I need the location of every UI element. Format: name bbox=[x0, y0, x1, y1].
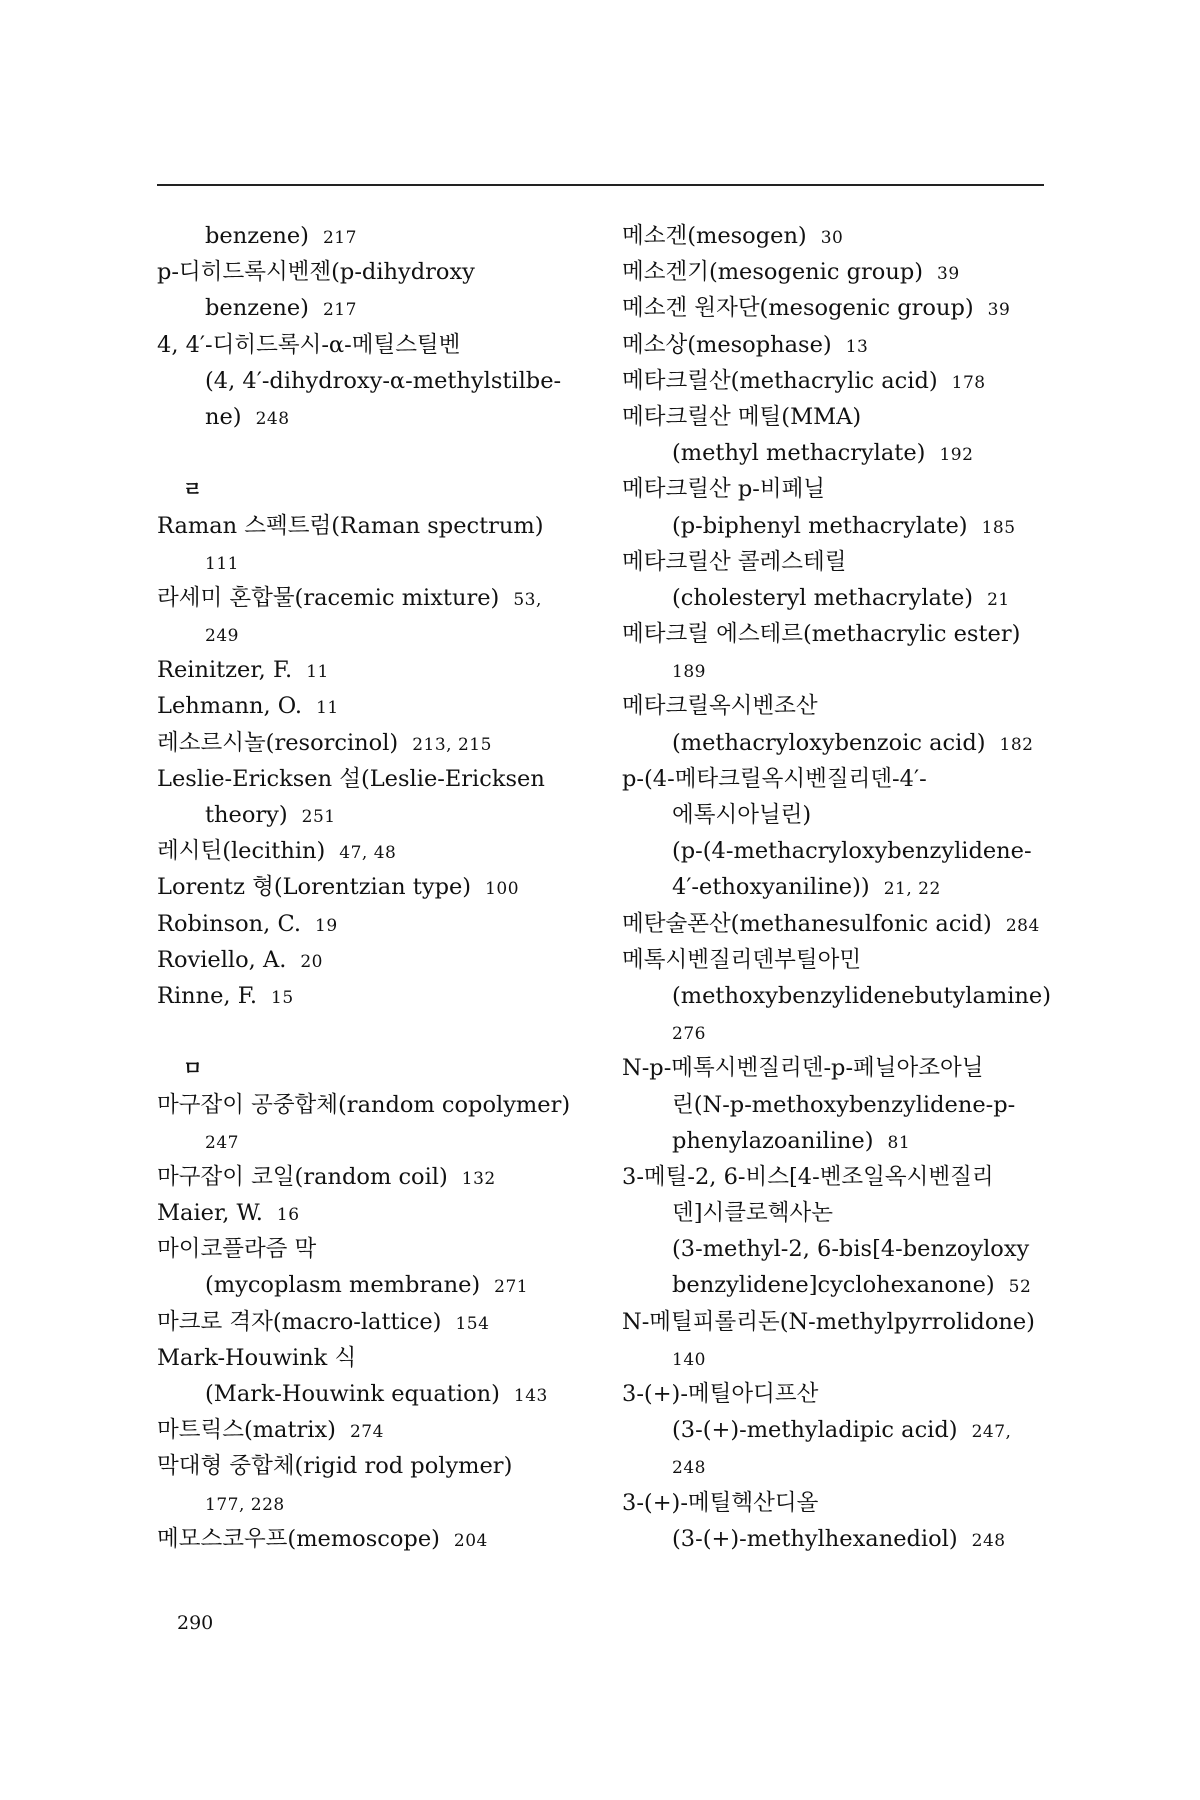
entry-term: (cholesteryl methacrylate) bbox=[672, 584, 974, 611]
index-entry-line bbox=[622, 1050, 1062, 1086]
index-entry-line bbox=[622, 1195, 1062, 1231]
index-entry-line bbox=[622, 1159, 1062, 1195]
index-entry-line bbox=[157, 1159, 597, 1195]
entry-term: (Mark-Houwink equation) bbox=[205, 1381, 500, 1407]
entry-page-refs: 185 bbox=[981, 517, 1016, 538]
entry-term: 3-(+)-메틸헥산디올 bbox=[622, 1489, 819, 1516]
entry-term: 메타크릴옥시벤조산 bbox=[622, 693, 818, 720]
entry-page-refs: 15 bbox=[271, 987, 294, 1008]
entry-page-refs: 81 bbox=[887, 1132, 911, 1153]
index-column-left bbox=[157, 218, 597, 1557]
entry-term: 메타크릴산 p-비페닐 bbox=[622, 476, 826, 503]
entry-page-refs: 248 bbox=[255, 408, 290, 429]
index-entry-line bbox=[157, 1195, 597, 1231]
entry-term: (4, 4′-dihydroxy-α-methylstilbe- bbox=[205, 367, 562, 394]
index-entry-line bbox=[622, 1448, 1062, 1484]
index-entry-line bbox=[157, 797, 597, 833]
entry-page-refs: 247, bbox=[971, 1422, 1012, 1443]
index-entry-line bbox=[157, 616, 597, 652]
entry-term: theory) bbox=[205, 802, 288, 828]
entry-page-refs: 274 bbox=[349, 1422, 384, 1443]
index-entry-line bbox=[622, 1376, 1062, 1412]
index-entry-line bbox=[157, 544, 597, 580]
entry-term: 마트릭스(matrix) bbox=[157, 1417, 336, 1444]
index-entry-line bbox=[157, 580, 597, 616]
page-number: 290 bbox=[177, 1612, 214, 1634]
entry-term: 메소상(mesophase) bbox=[622, 331, 832, 358]
entry-term: (3-(+)-methylhexanediol) bbox=[672, 1525, 958, 1552]
index-entry-line bbox=[622, 435, 1062, 471]
index-entry-line bbox=[622, 1267, 1062, 1303]
entry-term: 메톡시벤질리덴부틸아민 bbox=[622, 946, 862, 973]
entry-page-refs: 276 bbox=[672, 1024, 706, 1045]
entry-term: 라세미 혼합물(racemic mixture) bbox=[157, 584, 500, 611]
entry-term: 3-(+)-메틸아디프산 bbox=[622, 1381, 819, 1407]
index-entry-line bbox=[622, 471, 1062, 507]
index-entry-line bbox=[157, 399, 597, 435]
entry-page-refs: 178 bbox=[951, 372, 986, 393]
entry-page-refs: 47, 48 bbox=[339, 843, 397, 864]
entry-page-refs: 182 bbox=[999, 734, 1034, 755]
entry-page-refs: 21 bbox=[987, 589, 1010, 610]
entry-term: (methyl methacrylate) bbox=[672, 440, 926, 467]
index-entry-line bbox=[622, 1231, 1062, 1267]
entry-page-refs: 248 bbox=[971, 1530, 1006, 1551]
index-entry-line bbox=[622, 327, 1062, 363]
index-entry-line bbox=[622, 761, 1062, 797]
entry-term: Rinne, F. bbox=[157, 982, 257, 1009]
index-entry-line bbox=[157, 1485, 597, 1521]
entry-page-refs: 11 bbox=[306, 662, 329, 683]
index-entry-line bbox=[157, 1087, 597, 1123]
entry-page-refs: 21, 22 bbox=[883, 879, 941, 900]
entry-term: 메타크릴산(methacrylic acid) bbox=[622, 367, 938, 394]
index-entry-line bbox=[622, 1087, 1062, 1123]
entry-term: (p-biphenyl methacrylate) bbox=[672, 512, 968, 539]
entry-term: 메탄술폰산(methanesulfonic acid) bbox=[622, 910, 992, 937]
index-entry-line bbox=[157, 1304, 597, 1340]
entry-term: Lorentz 형(Lorentzian type) bbox=[157, 874, 472, 901]
section-heading: ㄹ bbox=[183, 477, 203, 502]
entry-term: p-(4-메타크릴옥시벤질리덴-4′- bbox=[622, 765, 927, 792]
index-entry-line bbox=[157, 942, 597, 978]
entry-page-refs: 143 bbox=[513, 1386, 548, 1406]
entry-page-refs: 19 bbox=[315, 915, 338, 936]
index-entry-line bbox=[157, 290, 597, 326]
index-entry-line bbox=[157, 1521, 597, 1557]
entry-term: (3-(+)-methyladipic acid) bbox=[672, 1417, 958, 1444]
section-gap bbox=[157, 1014, 597, 1050]
index-entry-line bbox=[622, 218, 1062, 254]
index-entry-line bbox=[157, 1267, 597, 1303]
entry-term: 메타크릴산 콜레스테릴 bbox=[622, 548, 847, 575]
entry-page-refs: 248 bbox=[672, 1458, 706, 1479]
index-entry-line bbox=[622, 797, 1062, 833]
entry-term: Robinson, C. bbox=[157, 910, 302, 937]
entry-page-refs: 39 bbox=[937, 264, 960, 285]
index-entry-line bbox=[622, 652, 1062, 688]
index-entry-line bbox=[622, 1014, 1062, 1050]
entry-term: benzene) bbox=[205, 295, 309, 322]
entry-page-refs: 217 bbox=[322, 228, 357, 248]
index-entry-line bbox=[157, 254, 597, 290]
index-entry-line bbox=[622, 978, 1062, 1014]
index-entry-line bbox=[622, 942, 1062, 978]
entry-term: 에톡시아닐린) bbox=[672, 802, 812, 828]
index-entry-line bbox=[157, 327, 597, 363]
entry-term: 메타크릴산 메틸(MMA) bbox=[622, 403, 862, 430]
index-entry-line bbox=[622, 1304, 1062, 1340]
index-entry-line bbox=[157, 833, 597, 869]
index-entry-line bbox=[157, 218, 597, 254]
entry-term: 마구잡이 코일(random coil) bbox=[157, 1163, 448, 1190]
index-entry-line bbox=[157, 869, 597, 905]
entry-term: 메소겐(mesogen) bbox=[622, 223, 807, 249]
entry-term: N-메틸피롤리돈(N-methylpyrrolidone) bbox=[622, 1308, 1035, 1335]
index-entry-line bbox=[157, 652, 597, 688]
entry-page-refs: 20 bbox=[300, 951, 323, 972]
entry-term: benzylidene]cyclohexanone) bbox=[672, 1272, 995, 1299]
index-column-right bbox=[622, 218, 1062, 1557]
entry-term: benzene) bbox=[205, 223, 309, 249]
index-entry-line bbox=[157, 688, 597, 724]
entry-page-refs: 192 bbox=[939, 445, 974, 466]
index-entry-line bbox=[157, 761, 597, 797]
index-entry-line bbox=[157, 725, 597, 761]
entry-term: Lehmann, O. bbox=[157, 693, 303, 720]
entry-page-refs: 13 bbox=[845, 336, 869, 357]
index-entry-line bbox=[157, 1123, 597, 1159]
entry-term: Leslie-Ericksen 설(Leslie-Ericksen bbox=[157, 765, 545, 792]
entry-page-refs: 52 bbox=[1008, 1277, 1032, 1298]
entry-term: Roviello, A. bbox=[157, 946, 287, 973]
entry-term: p-디히드록시벤젠(p-dihydroxy bbox=[157, 259, 475, 286]
entry-page-refs: 177, 228 bbox=[205, 1494, 285, 1515]
index-entry-line bbox=[622, 725, 1062, 761]
entry-term: 메타크릴 에스테르(methacrylic ester) bbox=[622, 621, 1021, 648]
index-entry-line bbox=[622, 1340, 1062, 1376]
entry-term: Maier, W. bbox=[157, 1200, 263, 1227]
entry-page-refs: 154 bbox=[455, 1313, 490, 1334]
section-gap bbox=[157, 435, 597, 471]
index-entry-line bbox=[622, 869, 1062, 905]
index-entry-line bbox=[157, 508, 597, 544]
entry-page-refs: 53, bbox=[513, 589, 542, 610]
entry-page-refs: 140 bbox=[672, 1349, 706, 1370]
entry-term: ne) bbox=[205, 403, 242, 430]
entry-page-refs: 247 bbox=[205, 1132, 239, 1153]
entry-term: (mycoplasm membrane) bbox=[205, 1272, 481, 1299]
index-entry-line bbox=[622, 580, 1062, 616]
index-entry-line bbox=[622, 290, 1062, 326]
entry-term: 레소르시놀(resorcinol) bbox=[157, 729, 399, 756]
entry-term: 메모스코우프(memoscope) bbox=[157, 1525, 440, 1552]
index-entry-line bbox=[622, 399, 1062, 435]
entry-page-refs: 111 bbox=[205, 553, 239, 574]
entry-term: 메소겐기(mesogenic group) bbox=[622, 259, 923, 286]
entry-term: 레시틴(lecithin) bbox=[157, 838, 326, 865]
entry-term: Mark-Houwink 식 bbox=[157, 1344, 357, 1371]
index-entry-line bbox=[622, 1521, 1062, 1557]
entry-page-refs: 271 bbox=[494, 1277, 529, 1298]
entry-term: Raman 스펙트럼(Raman spectrum) bbox=[157, 512, 544, 539]
entry-term: 막대형 중합체(rigid rod polymer) bbox=[157, 1453, 513, 1480]
index-entry-line bbox=[622, 254, 1062, 290]
index-entry-line bbox=[622, 906, 1062, 942]
entry-term: 마이코플라즘 막 bbox=[157, 1236, 317, 1263]
entry-term: 메소겐 원자단(mesogenic group) bbox=[622, 295, 974, 322]
index-entry-line bbox=[157, 1340, 597, 1376]
index-entry-line bbox=[157, 906, 597, 942]
entry-term: (p-(4-methacryloxybenzylidene- bbox=[672, 838, 1032, 865]
index-entry-line bbox=[157, 1376, 597, 1412]
index-entry-line bbox=[622, 688, 1062, 724]
entry-page-refs: 251 bbox=[301, 807, 336, 827]
entry-page-refs: 284 bbox=[1005, 915, 1040, 936]
entry-term: 4′-ethoxyaniline)) bbox=[672, 874, 870, 901]
entry-page-refs: 132 bbox=[461, 1168, 496, 1189]
entry-page-refs: 11 bbox=[316, 698, 339, 719]
entry-page-refs: 16 bbox=[276, 1205, 300, 1226]
entry-page-refs: 39 bbox=[987, 300, 1011, 321]
index-entry-line bbox=[622, 616, 1062, 652]
entry-term: 덴]시클로헥사논 bbox=[672, 1200, 833, 1227]
entry-term: (3-methyl-2, 6-bis[4-benzoyloxy bbox=[672, 1236, 1030, 1263]
section-heading: ㅁ bbox=[183, 1056, 203, 1081]
entry-term: phenylazoaniline) bbox=[672, 1127, 874, 1154]
entry-term: 4, 4′-디히드록시-α-메틸스틸벤 bbox=[157, 331, 461, 358]
entry-page-refs: 189 bbox=[672, 662, 706, 683]
index-entry-line bbox=[622, 833, 1062, 869]
index-entry-line bbox=[157, 1448, 597, 1484]
index-entry-line bbox=[622, 1485, 1062, 1521]
entry-term: Reinitzer, F. bbox=[157, 657, 293, 684]
index-entry-line bbox=[622, 1123, 1062, 1159]
entry-term: 린(N-p-methoxybenzylidene-p- bbox=[672, 1091, 1016, 1118]
entry-page-refs: 100 bbox=[485, 879, 520, 900]
entry-term: (methacryloxybenzoic acid) bbox=[672, 729, 986, 756]
entry-page-refs: 213, 215 bbox=[412, 734, 492, 755]
entry-term: 3-메틸-2, 6-비스[4-벤조일옥시벤질리 bbox=[622, 1163, 994, 1190]
index-entry-line bbox=[622, 544, 1062, 580]
entry-page-refs: 30 bbox=[820, 228, 844, 248]
index-entry-line bbox=[622, 1412, 1062, 1448]
index-entry-line bbox=[622, 363, 1062, 399]
index-entry-line bbox=[157, 1412, 597, 1448]
entry-term: (methoxybenzylidenebutylamine) bbox=[672, 982, 1051, 1009]
index-entry-line bbox=[622, 508, 1062, 544]
entry-term: 마구잡이 공중합체(random copolymer) bbox=[157, 1091, 571, 1118]
index-entry-line bbox=[157, 1231, 597, 1267]
header-rule bbox=[157, 184, 1044, 186]
entry-page-refs: 249 bbox=[205, 626, 239, 647]
index-entry-line bbox=[157, 363, 597, 399]
entry-term: N-p-메톡시벤질리덴-p-페닐아조아닐 bbox=[622, 1055, 984, 1082]
entry-term: 마크로 격자(macro-lattice) bbox=[157, 1308, 442, 1335]
index-entry-line bbox=[157, 978, 597, 1014]
entry-page-refs: 204 bbox=[453, 1530, 488, 1551]
entry-page-refs: 217 bbox=[322, 300, 357, 321]
